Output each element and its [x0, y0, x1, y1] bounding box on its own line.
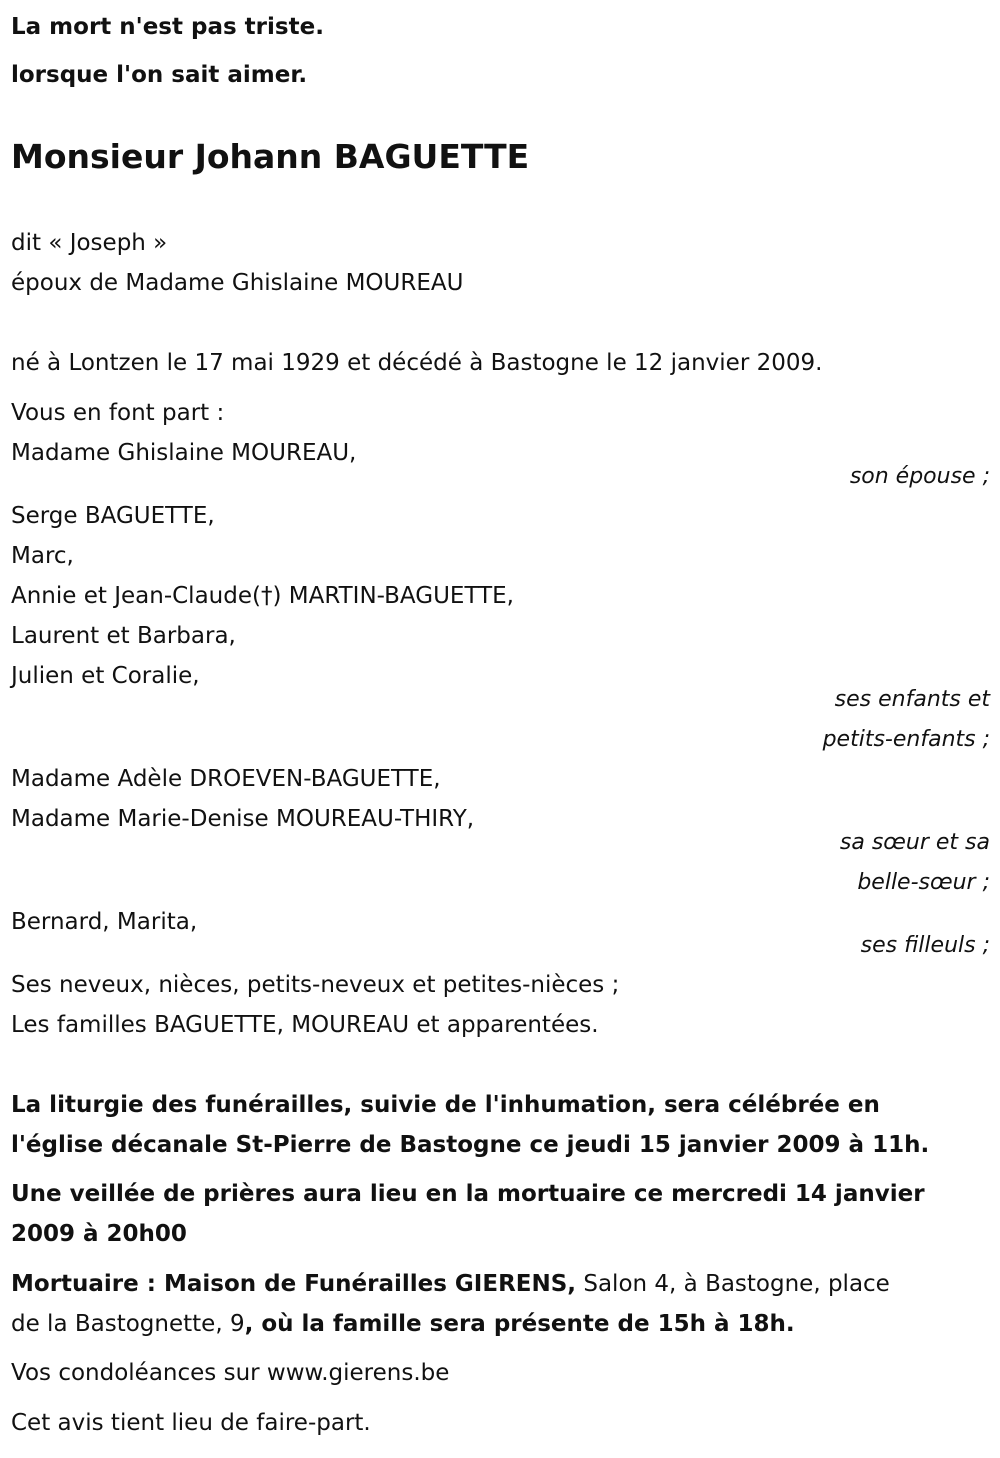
- child-line: Annie et Jean-Claude(†) MARTIN-BAGUETTE,: [11, 583, 514, 609]
- child-line: Laurent et Barbara,: [11, 623, 236, 649]
- vigil-line-2: 2009 à 20h00: [11, 1221, 187, 1247]
- vigil-line-1: Une veillée de prières aura lieu en la mortuaire ce mercredi 14 janvier: [11, 1181, 925, 1207]
- child-line: Marc,: [11, 543, 74, 569]
- mortuary-address: Salon 4, à Bastogne, place: [576, 1271, 890, 1297]
- liturgy-line-1: La liturgie des funérailles, suivie de l'inhumation, sera célébrée en: [11, 1092, 880, 1118]
- sister-line: Madame Adèle DROEVEN-BAGUETTE,: [11, 766, 441, 792]
- children-relation-line-2: petits-enfants ;: [822, 727, 990, 752]
- mortuary-line-1: [11, 1269, 890, 1299]
- sister-line: Madame Marie-Denise MOUREAU-THIRY,: [11, 806, 475, 832]
- mortuary-visiting-hours: , où la famille sera présente de 15h à 18h.: [244, 1311, 795, 1337]
- mortuary-address-street: de la Bastognette, 9: [11, 1311, 245, 1337]
- child-line: Serge BAGUETTE,: [11, 503, 215, 529]
- children-relation-line-1: ses enfants et: [834, 687, 990, 712]
- wife-name: Madame Ghislaine MOUREAU,: [11, 440, 357, 466]
- godchildren-names: Bernard, Marita,: [11, 909, 198, 935]
- sisters-relation-line-2: belle-sœur ;: [857, 870, 990, 895]
- deceased-spouse: époux de Madame Ghislaine MOUREAU: [11, 270, 464, 296]
- godchildren-relation: ses filleuls ;: [860, 933, 990, 958]
- liturgy-line-2: l'église décanale St-Pierre de Bastogne ce jeudi 15 janvier 2009 à 11h.: [11, 1132, 930, 1158]
- extended-family-line: Ses neveux, nièces, petits-neveux et petites-nièces ;: [11, 972, 620, 998]
- mortuary-name: Mortuaire : Maison de Funérailles GIERENS,: [11, 1271, 577, 1297]
- deceased-nickname: dit « Joseph »: [11, 230, 168, 256]
- sisters-relation-line-1: sa sœur et sa: [839, 830, 990, 855]
- notice-line: Cet avis tient lieu de faire-part.: [11, 1410, 371, 1436]
- family-intro: Vous en font part :: [11, 400, 225, 426]
- epigraph-line-2: lorsque l'on sait aimer.: [11, 62, 308, 88]
- condolences-line: Vos condoléances sur www.gierens.be: [11, 1360, 450, 1386]
- mortuary-line-2: [11, 1309, 795, 1339]
- child-line: Julien et Coralie,: [11, 663, 200, 689]
- wife-relation: son épouse ;: [849, 464, 990, 489]
- birth-death-line: né à Lontzen le 17 mai 1929 et décédé à Bastogne le 12 janvier 2009.: [11, 350, 823, 376]
- extended-family-line: Les familles BAGUETTE, MOUREAU et apparentées.: [11, 1012, 599, 1038]
- epigraph-line-1: La mort n'est pas triste.: [11, 14, 324, 40]
- deceased-name: Monsieur Johann BAGUETTE: [11, 137, 530, 176]
